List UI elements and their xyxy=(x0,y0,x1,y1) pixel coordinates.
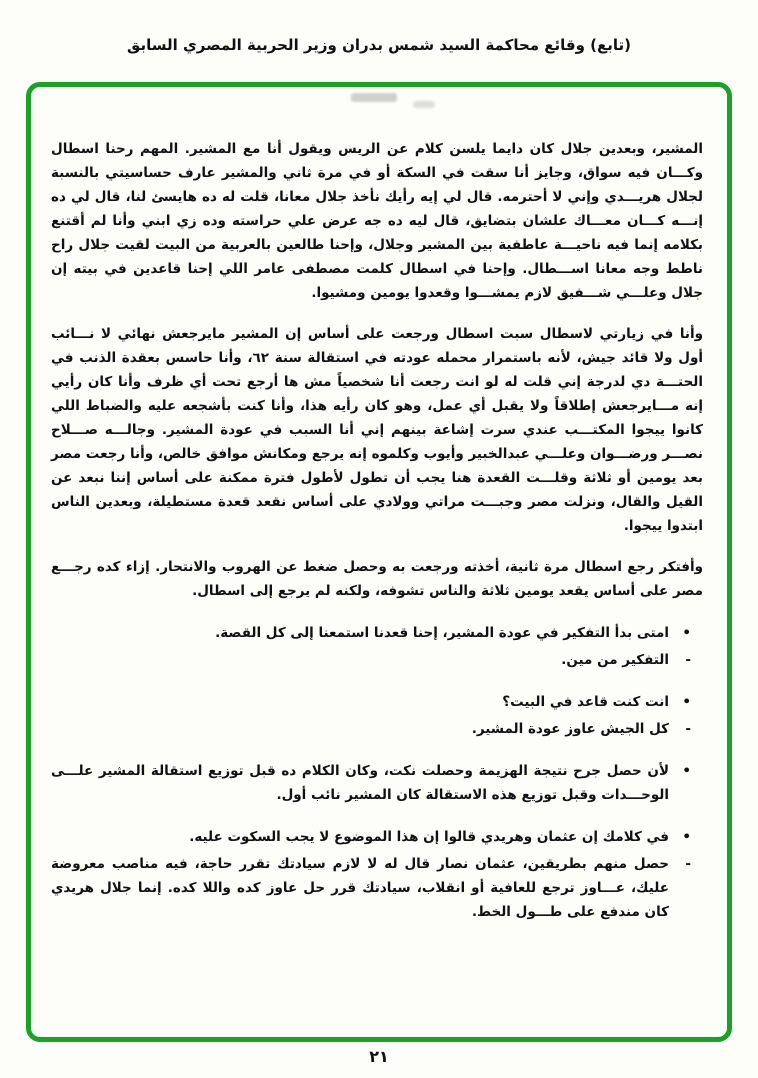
list-item xyxy=(51,648,703,672)
list-item-text: التفكير من مين. xyxy=(561,652,669,668)
bullet-marker: • xyxy=(682,694,691,710)
list-item-text: امتى بدأ التفكير في عودة المشير، إحنا قعدنا استمعنا إلى كل القصة. xyxy=(215,625,669,641)
list-item-text: في كلامك إن عثمان وهريدي قالوا إن هذا الموضوع لا يجب السكوت عليه. xyxy=(189,829,669,845)
page-number: ٢١ xyxy=(369,1047,389,1066)
page-header-title: (تابع) وقائع محاكمة السيد شمس بدران وزير الحربية المصري السابق xyxy=(126,36,632,54)
scan-artifact xyxy=(351,93,397,102)
list-item-text: انت كنت قاعد في البيت؟ xyxy=(502,694,669,710)
list-item xyxy=(51,825,703,849)
dash-marker: - xyxy=(685,856,691,872)
dash-marker: - xyxy=(685,652,691,668)
bullet-marker: • xyxy=(682,763,691,779)
list-item xyxy=(51,717,703,741)
list-item-text: كل الجيش عاوز عودة المشير. xyxy=(471,721,669,737)
list-item xyxy=(51,690,703,714)
paragraph: المشير، وبعدين جلال كان دايما يلسن كلام عن الريس ويقول أنا مع المشير. المهم رحنا اسطال وكـــان فيه سواق، وجايز أنا سقت في السكة أو في مرة ثاني والمشير عارف حساسيتي بالنسبة لجلال هريـــدي وإني لا أحترمه. قال لي إيه رأيك نأخذ جلال معانا، قلت له ده هايسئ لنا، قال لي ده إنـــه كـــان معـــاك علشان بتضايق، قال ليه ده جه عرض علي حراسته وده زي ابني وأنا لم أقتنع بكلامه إنما فيه ناحيـــة عاطفية بين المشير وجلال، وإحنا طالعين بالعربية من البيت لقيت جلال راح ناطط وجه معانا اســـطال. وإحنا في اسطال كلمت مصطفى عامر اللي إحنا قاعدين في بيته إن جلال وعلـــي شـــفيق لازم يمشـــوا وقعدوا يومين ومشيوا. xyxy=(51,141,703,301)
dash-marker: - xyxy=(685,721,691,737)
green-border-frame xyxy=(26,82,732,1042)
paragraph: وأنا في زيارتي لاسطال سبت اسطال ورجعت على أساس إن المشير مايرجعش نهائي لا نـــائب أول ولا قائد جيش، لأنه باستمرار محمله عودته في استقالة سنة ٦٢، وأنا حاسس بعقدة الذنب في الحتـــة دي لدرجة إني قلت له لو انت رجعت أنا شخصياً مش ها أرجع تحت أي ظرف وأنا كان رأيي إنه مـــايرجعش إطلاقاً ولا يقبل أي عمل، وهو كان رأيه هذا، وأنا كنت بأشجعه عليه والضباط اللي كانوا ييجوا المكتـــب عندي سرت إشاعة بينهم إني أنا السبب في عودة المشير. وجالـــه صـــلاح نصـــر ورضـــوان وعلـــي عبدالخبير وأيوب وكلموه إنه يرجع ومكانش موافق خالص، وأنا رجعت مصر بعد يومين أو ثلاثة وقلـــت القعدة هنا يجب أن تطول لأطول فترة ممكنة على أساس إننا نبعد عن القيل والقال، ونزلت مصر وجبـــت مراتي وولادي على أساس نقعد قعدة مستطيلة، وبعدين الناس ابتدوا ييجوا. xyxy=(51,326,703,534)
list-item-text: حصل منهم بطريقين، عثمان نصار قال له لا لازم سيادتك تقرر حاجة، فيه مناصب معروضة عليك، عـــاوز ترجع للعافية أو انقلاب، سيادتك قرر حل عاوز كده واللا كده. إنما جلال هريدي كان مندفع على طـــول الخط. xyxy=(51,856,669,920)
list-item xyxy=(51,759,703,807)
bullet-marker: • xyxy=(682,829,691,845)
scan-artifact xyxy=(413,101,435,108)
bullet-marker: • xyxy=(682,625,691,641)
paragraph: وأفتكر رجع اسطال مرة ثانية، أخذته ورجعت به وحصل ضغط عن الهروب والانتحار. إزاء كده رجـــع مصر على أساس يقعد يومين ثلاثة والناس تشوفه، ولكنه لم يرجع إلى اسطال. xyxy=(51,559,703,599)
list-item xyxy=(51,621,703,645)
list-item-text: لأن حصل جرح نتيجة الهزيمة وحصلت نكت، وكان الكلام ده قبل توزيع استقالة المشير علـــى الوحـــدات وقبل توزيع هذه الاستقالة كان المشير نائب أول. xyxy=(51,763,669,803)
list-item xyxy=(51,852,703,924)
